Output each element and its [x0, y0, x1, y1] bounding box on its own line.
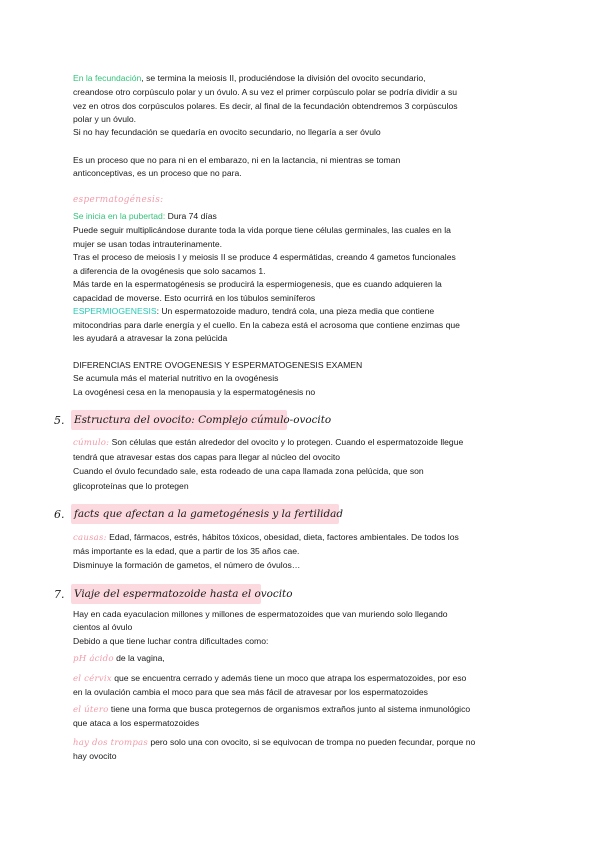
- s6-line-1: [73, 531, 459, 545]
- s7-trompas: [73, 736, 475, 750]
- s6-line-2: más importante es la edad, que a partir de los 35 años cae.: [73, 546, 300, 556]
- inicio-text: Dura 74 días: [165, 211, 217, 221]
- cumulo-label: cúmulo:: [73, 438, 110, 448]
- s7-line-2: cientos al óvulo: [73, 622, 133, 632]
- s6-line-3: Disminuye la formación de gametos, el número de óvulos…: [73, 560, 301, 570]
- s7-utero: [73, 703, 470, 717]
- s7-utero-line-2: que ataca a los espermatozoides: [73, 718, 200, 728]
- section-7-heading: [54, 584, 304, 606]
- causas-label: causas:: [73, 533, 107, 543]
- s5-line-1-text: Son células que están alrededor del ovocito y lo protegen. Cuando el espermatozoide llegue: [109, 437, 464, 447]
- section-5-number: 5.: [54, 414, 65, 427]
- s7-acido: [73, 652, 165, 666]
- intro-line-4: polar y un óvulo.: [73, 114, 137, 124]
- esperm-line-2: mujer se usan todas intrauterinamente.: [73, 239, 223, 249]
- intro-line-1-text: , se termina la meiosis II, produciéndose la división del ovocito secundario,: [141, 73, 426, 83]
- proceso-line-2: anticonceptivas, es un proceso que no para.: [73, 168, 242, 178]
- cervix-text: que se encuentra cerrado y además tiene un moco que atrapa los espermatozoides, por eso: [111, 673, 467, 683]
- section-5-heading: [54, 410, 332, 432]
- proceso-line-1: Es un proceso que no para ni en el embarazo, ni en la lactancia, ni mientras se toman: [73, 155, 401, 165]
- esperm-line-1: Puede seguir multiplicándose durante toda la vida porque tiene células germinales, las cuales en la: [73, 225, 451, 235]
- cervix-label: el cérvix: [73, 674, 112, 684]
- acido-text: de la vagina,: [113, 653, 165, 663]
- esperm-line-6: capacidad de moverse. Esto ocurrirá en los túbulos seminíferos: [73, 293, 316, 303]
- fecundacion-label: En la fecundación: [73, 73, 142, 83]
- intro-line-3: vez en otros dos corpúsculos polares. Es decir, al final de la fecundación obtendremos 3 corpúsculos: [73, 101, 458, 111]
- section-5-title: Estructura del ovocito: Complejo cúmulo-ovocito: [74, 414, 332, 426]
- espermiogenesis-text: : Un espermatozoide maduro, tendrá cola, una pieza media que contiene: [156, 306, 435, 316]
- esperm-line-7: mitocondrias para darle energía y el cuello. En la cabeza está el acrosoma que contiene enzimas que: [73, 320, 460, 330]
- s7-line-3: Debido a que tiene luchar contra dificultades como:: [73, 636, 269, 646]
- diferencias-line-2: La ovogénesi cesa en la menopausia y la espermatogénesis no: [73, 387, 316, 397]
- esperm-line-5: Más tarde en la espermatogénesis se producirá la espermiogenesis, que es cuando adquieren la: [73, 279, 442, 289]
- esperm-line-8: les ayudará a atravesar la zona pelúcida: [73, 333, 228, 343]
- s7-cervix-line-2: en la ovulación cambia el moco para que sea más fácil de atravesar por los espermatozoides: [73, 687, 428, 697]
- s5-line-1: [73, 436, 463, 450]
- espermiogenesis-label: ESPERMIOGENESIS: [73, 306, 157, 316]
- espermatogenesis-title: espermatogénesis:: [73, 195, 164, 205]
- trompas-label: hay dos trompas: [73, 738, 148, 748]
- section-6-heading: [54, 504, 344, 526]
- s5-line-3: Cuando el óvulo fecundado sale, esta rodeado de una capa llamada zona pelúcida, que son: [73, 466, 424, 476]
- section-7-title: Viaje del espermatozoide hasta el ovocito: [74, 588, 293, 600]
- inicio-label: Se inicia en la pubertad:: [73, 211, 166, 221]
- utero-label: el útero: [73, 705, 109, 715]
- diferencias-line-1: Se acumula más el material nutritivo en la ovogénesis: [73, 373, 279, 383]
- acido-label: pH ácido: [73, 654, 114, 664]
- section-6-title: facts que afectan a la gametogénesis y la fertilidad: [74, 508, 343, 520]
- s7-trompas-line-2: hay ovocito: [73, 751, 117, 761]
- espermiogenesis-line: [73, 305, 434, 318]
- section-7-number: 7.: [54, 588, 65, 601]
- trompas-text: pero solo una con ovocito, si se equivocan de trompa no pueden fecundar, porque no: [147, 737, 476, 747]
- espermatogenesis-inicio: [73, 210, 217, 223]
- intro-line-2: creandose otro corpúsculo polar y un óvulo. A su vez el primer corpúsculo polar se podría dividir a su: [73, 87, 458, 97]
- intro-line-5: Si no hay fecundación se quedaría en ovocito secundario, no llegaría a ser óvulo: [73, 127, 381, 137]
- esperm-line-4: a diferencia de la ovogénesis que solo sacamos 1.: [73, 266, 266, 276]
- section-6-number: 6.: [54, 508, 65, 521]
- esperm-line-3: Tras el proceso de meiosis I y meiosis II se produce 4 espermátidas, creando 4 gametos funcionales: [73, 252, 456, 262]
- s7-line-1: Hay en cada eyaculacion millones y millones de espermatozoides que van muriendo solo llegando: [73, 609, 448, 619]
- s5-line-2: tendrá que atravesar estas dos capas para llegar al núcleo del ovocito: [73, 452, 341, 462]
- s6-line-1-text: Edad, fármacos, estrés, hábitos tóxicos, obesidad, dieta, factores ambientales. De todos los: [106, 532, 459, 542]
- intro-line-1: [73, 72, 426, 85]
- utero-text: tiene una forma que busca protegernos de organismos extraños junto al sistema inmunológico: [108, 704, 471, 714]
- diferencias-title: DIFERENCIAS ENTRE OVOGENESIS Y ESPERMATOGENESIS EXAMEN: [73, 360, 363, 370]
- s7-cervix: [73, 672, 466, 686]
- s5-line-4: glicoproteínas que lo protegen: [73, 481, 189, 491]
